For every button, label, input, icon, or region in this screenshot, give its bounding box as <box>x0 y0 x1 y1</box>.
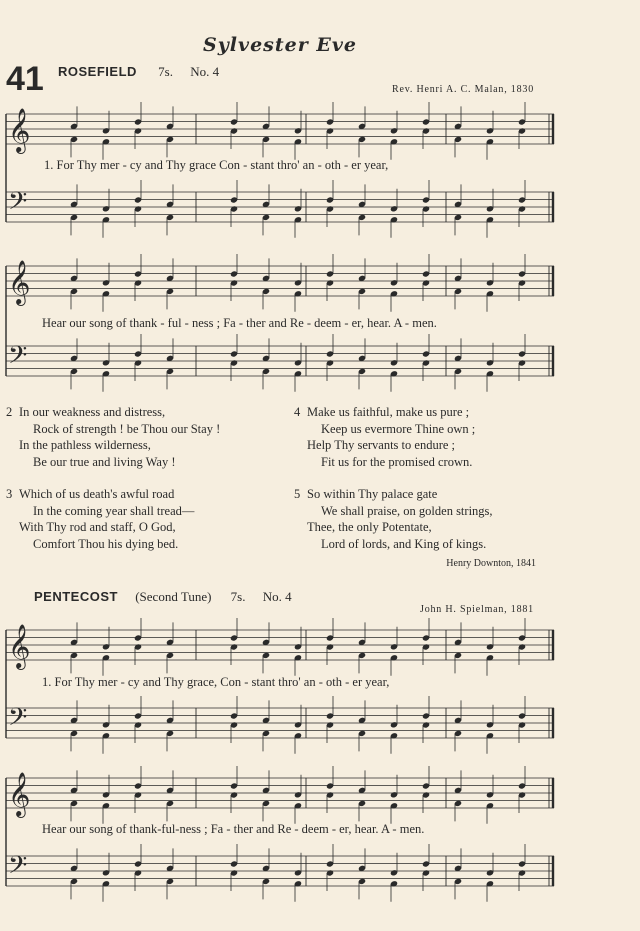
tune1-composer: Rev. Henri A. C. Malan, 1830 <box>391 84 534 95</box>
bass-staff <box>6 180 554 238</box>
tune2-meter: 7s. <box>230 589 246 604</box>
svg-text:𝄞: 𝄞 <box>8 260 31 304</box>
tune2-name: PENTECOST <box>34 589 118 604</box>
verse-line: Comfort Thou his dying bed. <box>33 536 179 551</box>
tune1-header <box>58 64 219 80</box>
verse-line: Keep us evermore Thine own ; <box>321 421 476 436</box>
treble-staff <box>6 618 554 676</box>
author-attribution: Henry Downton, 1841 <box>446 558 536 569</box>
tune2-subtitle: (Second Tune) <box>135 589 212 604</box>
bass-staff <box>6 696 554 754</box>
tune1-name: ROSEFIELD <box>58 64 137 79</box>
tune1-lyric-line1: 1. For Thy mer - cy and Thy grace Con - stant thro' an - oth - er year, <box>44 158 389 172</box>
verse-2 <box>6 404 296 470</box>
tune1-lyric-line2: Hear our song of thank - ful - ness ; Fa - ther and Re - deem - er, hear. A - men. <box>42 316 437 330</box>
tune1-meter: 7s. <box>158 64 173 79</box>
verse-line: In our weakness and distress, <box>19 405 166 419</box>
verse-line: Thee, the only Potentate, <box>307 520 432 535</box>
svg-text:𝄞: 𝄞 <box>8 108 31 152</box>
verse-line: So within Thy palace gate <box>307 487 438 501</box>
verse-number: 3 <box>6 487 13 501</box>
verse-line: Lord of lords, and King of kings. <box>321 536 487 551</box>
svg-text:𝄢: 𝄢 <box>8 851 28 886</box>
svg-text:𝄞: 𝄞 <box>8 624 31 668</box>
verse-line: Make us faithful, make us pure ; <box>307 405 470 419</box>
verse-line: Help Thy servants to endure ; <box>307 438 455 453</box>
verse-number: 2 <box>6 405 13 419</box>
svg-text:𝄢: 𝄢 <box>8 187 28 222</box>
tune2-composer: John H. Spielman, 1881 <box>420 604 534 615</box>
verse-number: 5 <box>294 487 301 501</box>
tune2-number: No. 4 <box>262 589 292 604</box>
tune1-number: No. 4 <box>190 64 220 79</box>
verse-line: Which of us death's awful road <box>19 487 175 501</box>
verse-5 <box>294 486 564 552</box>
tune2-header <box>34 589 292 605</box>
verse-line: In the coming year shall tread— <box>33 503 195 518</box>
treble-staff <box>6 254 554 312</box>
verse-line: Rock of strength ! be Thou our Stay ! <box>33 421 221 436</box>
page-heading: Sylvester Eve <box>203 34 357 56</box>
svg-text:𝄢: 𝄢 <box>8 703 28 738</box>
verse-4 <box>294 404 564 470</box>
treble-staff <box>6 102 554 160</box>
svg-text:𝄞: 𝄞 <box>8 772 31 816</box>
verse-line: With Thy rod and staff, O God, <box>19 520 176 535</box>
verse-line: We shall praise, on golden strings, <box>321 503 493 518</box>
tune2-lyric-line1: 1. For Thy mer - cy and Thy grace, Con - stant thro' an - oth - er year, <box>42 675 390 689</box>
verse-line: Fit us for the promised crown. <box>321 454 473 469</box>
svg-text:𝄢: 𝄢 <box>8 341 28 376</box>
verse-number: 4 <box>294 405 301 419</box>
tune2-lyric-line2: Hear our song of thank-ful-ness ; Fa - ther and Re - deem - er, hear. A - men. <box>42 822 425 836</box>
verse-3 <box>6 486 296 552</box>
bass-staff <box>6 334 554 392</box>
verse-line: Be our true and living Way ! <box>33 454 176 469</box>
hymn-number: 41 <box>6 60 44 98</box>
treble-staff <box>6 766 554 824</box>
verse-line: In the pathless wilderness, <box>19 438 151 453</box>
bass-staff <box>6 844 554 902</box>
